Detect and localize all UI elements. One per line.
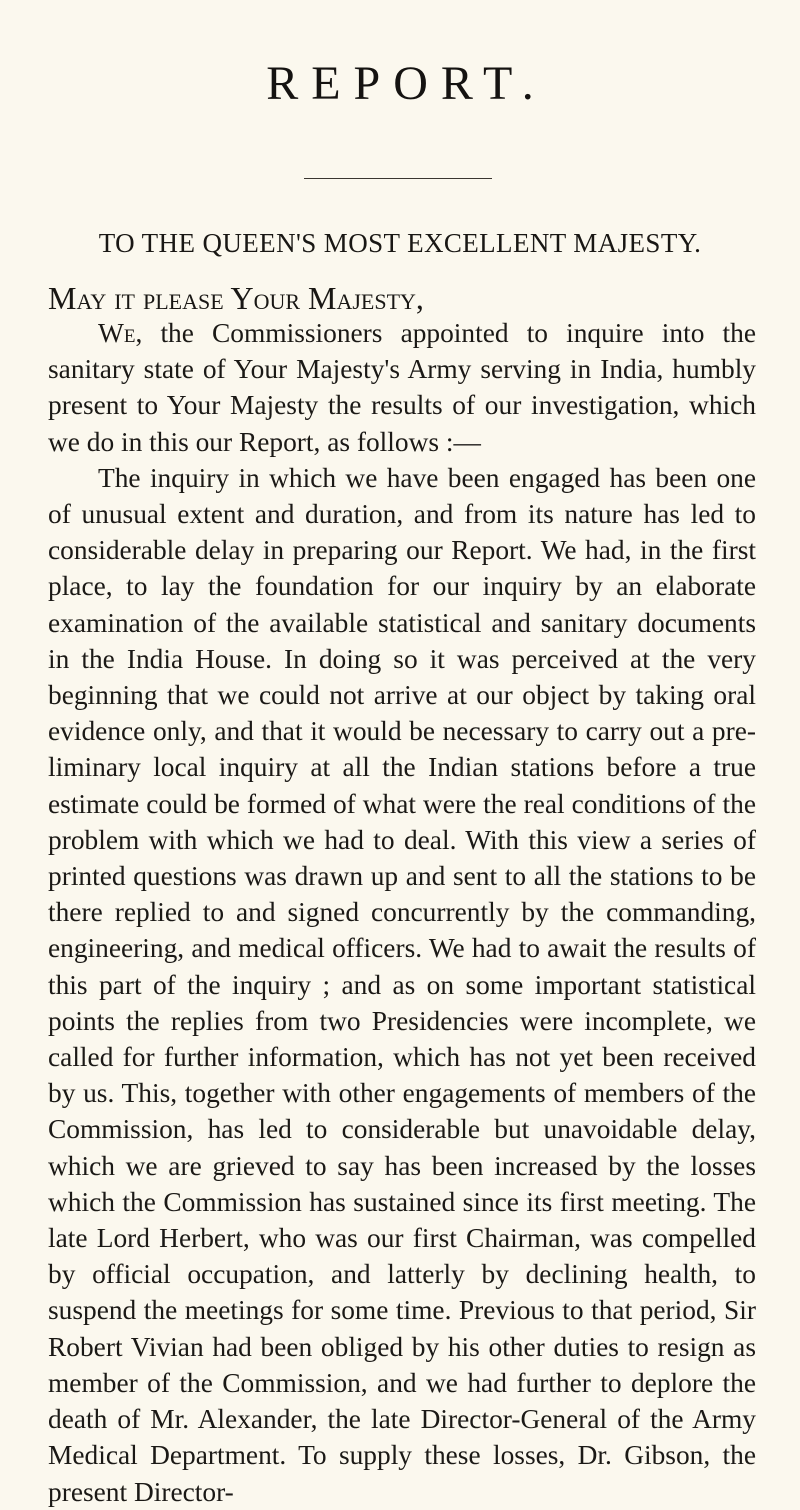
paragraph-1-body: the Commissioners appointed to inquire into the sanitary state of Your Majesty's Army serving in India, humbly present to Your Majesty the results of our investigation, which we do in this our Report, as follows :— xyxy=(48,318,756,457)
title-divider xyxy=(304,178,492,179)
report-title: REPORT. xyxy=(266,57,547,110)
report-body xyxy=(48,315,756,1510)
salutation: May it please Your Majesty, xyxy=(48,280,424,316)
paragraph-1-lead: We, xyxy=(98,318,143,348)
address-line: TO THE QUEEN'S MOST EXCELLENT MAJESTY. xyxy=(98,228,702,258)
paragraph-1 xyxy=(48,315,756,460)
paragraph-2: The inquiry in which we have been engaged has been one of unusual extent and duration, and from its nature has led to considerable delay in preparing our Report. We had, in the first place, to lay the foundation for our inquiry by an elaborate examination of the available statistical and sanitary documents in the India House. In doing so it was perceived at the very beginning that we could not arrive at our object by taking oral evidence only, and that it would be necessary to carry out a preliminary local inquiry at all the Indian stations before a true estimate could be formed of what were the real conditions of the problem with which we had to deal. With this view a series of printed questions was drawn up and sent to all the stations to be there replied to and signed concurrently by the commanding, engineering, and medical officers. We had to await the results of this part of the inquiry ; and as on some important statistical points the replies from two Presidencies were incomplete, we called for further information, which has not yet been received by us. This, together with other engagements of members of the Commission, has led to considerable but unavoidable delay, which we are grieved to say has been increased by the losses which the Commission has sustained since its first meeting. The late Lord Herbert, who was our first Chairman, was compelled by official occupation, and latterly by declining health, to suspend the meetings for some time. Previous to that period, Sir Robert Vivian had been obliged by his other duties to resign as member of the Commission, and we had further to deplore the death of Mr. Alexander, the late Director-General of the Army Medical Department. To supply these losses, Dr. Gibson, the present Director- xyxy=(48,462,756,1507)
